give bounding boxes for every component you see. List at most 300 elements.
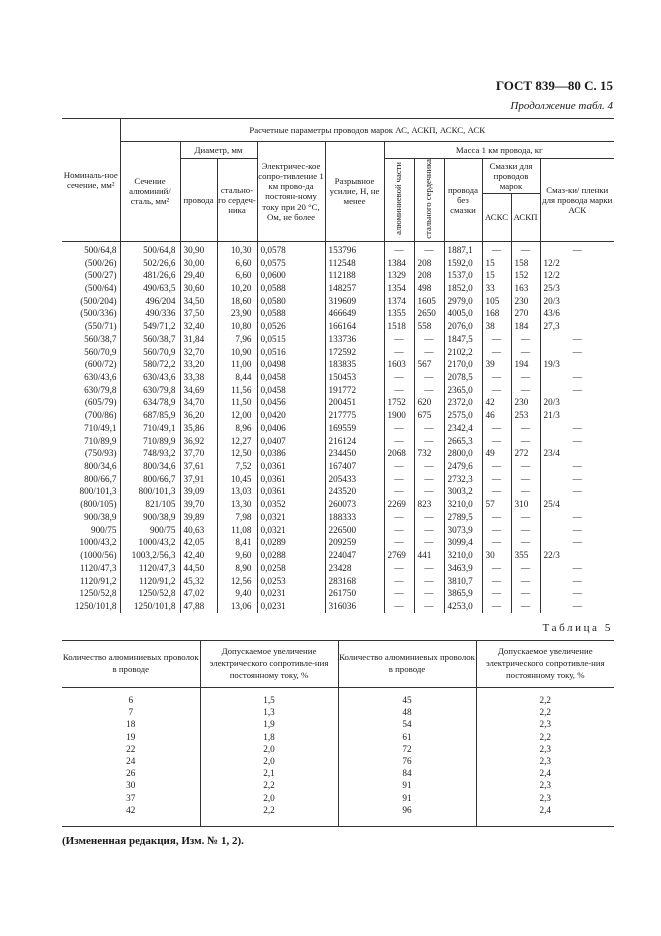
table-cell: 61 <box>338 731 476 743</box>
table-cell: 112548 <box>325 257 384 270</box>
table-cell: 152 <box>511 269 540 282</box>
table-cell: 216124 <box>325 435 384 448</box>
table-cell: — <box>511 485 540 498</box>
table-cell: 49 <box>482 447 511 460</box>
table-cell: 57 <box>482 498 511 511</box>
table-cell: — <box>540 422 614 435</box>
table-cell: 1374 <box>384 295 414 308</box>
table-cell: — <box>384 422 414 435</box>
table-cell: 0,0321 <box>257 524 325 537</box>
table-cell: (500/27) <box>84 270 117 281</box>
table-cell: 0,0361 <box>257 485 325 498</box>
table-cell: 33,20 <box>180 358 217 371</box>
table-cell: 1752 <box>384 396 414 409</box>
table-row <box>62 422 614 435</box>
table-cell: 13,30 <box>217 498 257 511</box>
table-cell: 25/3 <box>540 282 614 295</box>
table-cell: — <box>384 562 414 575</box>
header-wire-count: Количество алюминиевых проволок в проводе <box>62 641 200 688</box>
table-cell: — <box>511 524 540 537</box>
table-cell: 10,20 <box>217 282 257 295</box>
table-cell: — <box>482 536 511 549</box>
table-row <box>62 524 614 537</box>
table-row <box>62 409 614 422</box>
table-cell: 217775 <box>325 409 384 422</box>
table-cell: 191772 <box>325 384 384 397</box>
table-cell: 36,92 <box>180 435 217 448</box>
table-cell: 355 <box>511 549 540 562</box>
table-cell: 226500 <box>325 524 384 537</box>
table-cell: — <box>414 435 444 448</box>
table-cell: 675 <box>414 409 444 422</box>
table-row <box>62 587 614 600</box>
table-cell: (1000/56) <box>80 550 117 561</box>
table-cell: 48 <box>338 706 476 718</box>
table-cell: — <box>540 333 614 346</box>
table-cell: 260073 <box>325 498 384 511</box>
table-row <box>62 358 614 371</box>
table-cell: 200451 <box>325 396 384 409</box>
table-cell: 900/75 <box>120 524 180 537</box>
table-cell: 4005,0 <box>444 307 482 320</box>
table-cell: 2769 <box>384 549 414 562</box>
table-cell: — <box>414 422 444 435</box>
table-cell: 13,06 <box>217 600 257 613</box>
table-cell: 0,0516 <box>257 346 325 359</box>
table-cell: 1120/47,3 <box>120 562 180 575</box>
table-cell: 2650 <box>414 307 444 320</box>
table-cell: 2,0 <box>200 743 338 755</box>
table-cell: 34,69 <box>180 384 217 397</box>
table-row <box>62 731 614 743</box>
table-cell: 12,56 <box>217 575 257 588</box>
table-cell: 3099,4 <box>444 536 482 549</box>
table-row <box>62 257 614 270</box>
table-cell: 9,60 <box>217 549 257 562</box>
table-cell: 1120/47,3 <box>79 562 117 573</box>
table-cell: 0,0588 <box>257 282 325 295</box>
table-cell: 23/4 <box>540 447 614 460</box>
table-cell: — <box>540 485 614 498</box>
table-cell: 0,0420 <box>257 409 325 422</box>
table-cell: 2102,2 <box>444 346 482 359</box>
table-cell: — <box>414 575 444 588</box>
table-cell: 2,4 <box>476 767 614 779</box>
table-row <box>62 241 614 256</box>
table-cell: 2068 <box>384 447 414 460</box>
table-cell: — <box>482 485 511 498</box>
table-cell: — <box>482 511 511 524</box>
table-cell: 33 <box>482 282 511 295</box>
table-cell: — <box>540 600 614 613</box>
table-cell: 35,86 <box>180 422 217 435</box>
table-cell: — <box>414 485 444 498</box>
table-cell: 194 <box>511 358 540 371</box>
table-cell: 12,27 <box>217 435 257 448</box>
table-row <box>62 743 614 755</box>
table-row <box>62 320 614 333</box>
header-diameter-core: стально-го сердеч-ника <box>217 159 257 242</box>
table-cell: 34,70 <box>180 396 217 409</box>
table-cell: 481/26,6 <box>120 269 180 282</box>
table-cell: 1592,0 <box>444 257 482 270</box>
table-cell: 209259 <box>325 536 384 549</box>
table-cell: — <box>511 562 540 575</box>
table-cell: 20/3 <box>540 295 614 308</box>
table-cell: 2170,0 <box>444 358 482 371</box>
table-cell: 1,5 <box>200 688 338 707</box>
table-row <box>62 779 614 791</box>
table-cell: — <box>511 422 540 435</box>
header-breaking-force: Разрывное усилие, Н, не менее <box>325 142 384 242</box>
table-cell: — <box>414 384 444 397</box>
table-cell: 2076,0 <box>444 320 482 333</box>
table-cell: 687/85,9 <box>120 409 180 422</box>
table-row <box>62 333 614 346</box>
table-cell: 1120/91,2 <box>79 575 117 586</box>
table-cell: 9,40 <box>217 587 257 600</box>
table-cell: 45 <box>338 688 476 707</box>
table-cell: 1250/52,8 <box>79 588 117 599</box>
table-cell: 261750 <box>325 587 384 600</box>
table-cell: — <box>540 460 614 473</box>
table-cell: 2,0 <box>200 755 338 767</box>
table-cell: 37,61 <box>180 460 217 473</box>
table-cell: 11,50 <box>217 396 257 409</box>
table-cell: 710/49,1 <box>84 422 117 433</box>
table-cell: 0,0361 <box>257 460 325 473</box>
table-cell: — <box>482 524 511 537</box>
table-cell: — <box>414 511 444 524</box>
table-cell: 502/26,6 <box>120 257 180 270</box>
table-row <box>62 447 614 460</box>
table-cell: 15 <box>482 257 511 270</box>
table-cell: 0,0575 <box>257 257 325 270</box>
table-cell: — <box>482 600 511 613</box>
table-cell: 158 <box>511 257 540 270</box>
table-cell: 12/2 <box>540 257 614 270</box>
table-cell: 2,3 <box>476 779 614 791</box>
header-lube-ack: Смаз-ки/ пленки для провода марки АСК <box>540 159 614 242</box>
table-cell: 2,2 <box>476 731 614 743</box>
table-cell: — <box>540 511 614 524</box>
table-cell: 630/79,8 <box>120 384 180 397</box>
header-mass-steel: стального сердечника <box>414 159 444 242</box>
table-cell: 441 <box>414 549 444 562</box>
table-cell: 24 <box>126 756 136 767</box>
table-cell: 172592 <box>325 346 384 359</box>
table-cell: 23,90 <box>217 307 257 320</box>
table-cell: 316036 <box>325 600 384 613</box>
table-row <box>62 435 614 448</box>
table-cell: 167407 <box>325 460 384 473</box>
table-cell: 0,0458 <box>257 371 325 384</box>
table-cell: 183835 <box>325 358 384 371</box>
table-cell: 91 <box>338 792 476 804</box>
table-cell: 12,50 <box>217 447 257 460</box>
table-cell: 1003,2/56,3 <box>120 549 180 562</box>
table-cell: 500/64,8 <box>84 244 117 255</box>
table-cell: 148257 <box>325 282 384 295</box>
table-cell: 283168 <box>325 575 384 588</box>
table-cell: 900/38,9 <box>84 511 117 522</box>
table-cell: 1250/52,8 <box>120 587 180 600</box>
table-cell: 37,91 <box>180 473 217 486</box>
table-cell: 96 <box>338 804 476 827</box>
header-calc-params: Расчетные параметры проводов марок АС, АСКП, АСКС, АСК <box>120 119 614 142</box>
table-cell: 1355 <box>384 307 414 320</box>
table-cell: 47,88 <box>180 600 217 613</box>
table-cell: 39,89 <box>180 511 217 524</box>
header-lube: Смазки для проводов марок <box>482 159 540 194</box>
table-cell: — <box>511 511 540 524</box>
table-cell: 710/89,9 <box>84 435 117 446</box>
table-cell: — <box>540 536 614 549</box>
table-cell: 1605 <box>414 295 444 308</box>
table-cell: — <box>540 562 614 575</box>
table-row <box>62 600 614 613</box>
table-cell: 47,02 <box>180 587 217 600</box>
table-cell: — <box>511 536 540 549</box>
table-cell: — <box>384 371 414 384</box>
table-cell: 0,0407 <box>257 435 325 448</box>
table-cell: 900/38,9 <box>120 511 180 524</box>
table-cell: 821/105 <box>120 498 180 511</box>
table-row <box>62 718 614 730</box>
table-cell: 3810,7 <box>444 575 482 588</box>
header-mass-without-lube: провода без смазки <box>444 159 482 242</box>
table-cell: — <box>414 241 444 256</box>
table-cell: 2575,0 <box>444 409 482 422</box>
table-cell: 823 <box>414 498 444 511</box>
table-cell: — <box>384 587 414 600</box>
table-cell: 12/2 <box>540 269 614 282</box>
table-cell: (605/79) <box>84 397 117 408</box>
table-cell: — <box>482 333 511 346</box>
table-cell: 2269 <box>384 498 414 511</box>
table-row <box>62 396 614 409</box>
table-cell: 4253,0 <box>444 600 482 613</box>
table-cell: — <box>384 384 414 397</box>
table-cell: 72 <box>338 743 476 755</box>
table-cell: 500/64,8 <box>120 241 180 256</box>
table-cell: — <box>540 241 614 256</box>
table-cell: 2,3 <box>476 718 614 730</box>
table-cell: — <box>384 460 414 473</box>
table-cell: 44,50 <box>180 562 217 575</box>
table-cell: 2,3 <box>476 755 614 767</box>
table-cell: 7,96 <box>217 333 257 346</box>
table-cell: 19 <box>126 731 136 742</box>
table-4 <box>62 118 614 613</box>
table-cell: 7,52 <box>217 460 257 473</box>
table-cell: 42 <box>126 804 136 815</box>
table-cell: 710/49,1 <box>120 422 180 435</box>
table-cell: 3210,0 <box>444 549 482 562</box>
table-cell: 205433 <box>325 473 384 486</box>
header-section: Сечение алюминий/сталь, мм² <box>120 142 180 242</box>
table-cell: 30,60 <box>180 282 217 295</box>
table-cell: — <box>482 562 511 575</box>
table-cell: 26 <box>126 768 136 779</box>
table-cell: 2479,6 <box>444 460 482 473</box>
table-cell: 8,96 <box>217 422 257 435</box>
table-cell: 30,00 <box>180 257 217 270</box>
table-cell: 105 <box>482 295 511 308</box>
table-cell: — <box>482 587 511 600</box>
table-cell: — <box>540 575 614 588</box>
table-cell: 42,40 <box>180 549 217 562</box>
header-resistance-increase: Допускаемое увеличение электрического сопротивле-ния постоянному току, % <box>476 641 614 688</box>
table-cell: 3865,9 <box>444 587 482 600</box>
table-cell: 253 <box>511 409 540 422</box>
table-cell: 133736 <box>325 333 384 346</box>
header-wire-count: Количество алюминиевых проволок в проводе <box>338 641 476 688</box>
table-cell: 45,32 <box>180 575 217 588</box>
table-cell: — <box>414 562 444 575</box>
table-cell: — <box>414 371 444 384</box>
table-cell: — <box>540 371 614 384</box>
table-cell: 2,0 <box>200 792 338 804</box>
table-cell: 25/4 <box>540 498 614 511</box>
table-row <box>62 804 614 827</box>
table-cell: 37,50 <box>180 307 217 320</box>
table-cell: — <box>414 536 444 549</box>
table-cell: — <box>384 511 414 524</box>
table-cell: — <box>384 536 414 549</box>
table-cell: 10,45 <box>217 473 257 486</box>
table-cell: 11,00 <box>217 358 257 371</box>
table-cell: 710/89,9 <box>120 435 180 448</box>
table-cell: — <box>384 485 414 498</box>
table-cell: 208 <box>414 269 444 282</box>
table-row <box>62 473 614 486</box>
table-cell: 0,0258 <box>257 562 325 575</box>
table-cell: 0,0231 <box>257 600 325 613</box>
table-cell: (800/105) <box>80 499 117 510</box>
table-row <box>62 485 614 498</box>
table-cell: 2365,0 <box>444 384 482 397</box>
table-cell: 168 <box>482 307 511 320</box>
table-cell: 3210,0 <box>444 498 482 511</box>
table-cell: 1900 <box>384 409 414 422</box>
table-cell: — <box>384 241 414 256</box>
table-row <box>62 282 614 295</box>
table-cell: 1852,0 <box>444 282 482 295</box>
table-cell: — <box>511 460 540 473</box>
table-row <box>62 269 614 282</box>
table-cell: 38 <box>482 320 511 333</box>
table-cell: 37 <box>126 792 136 803</box>
table-cell: 1250/101,8 <box>74 600 117 611</box>
table-cell: 0,0406 <box>257 422 325 435</box>
table-cell: 0,0578 <box>257 241 325 256</box>
table-cell: 1250/101,8 <box>120 600 180 613</box>
table-cell: 0,0352 <box>257 498 325 511</box>
header-resistance-increase: Допускаемое увеличение электрического сопротивле-ния постоянному току, % <box>200 641 338 688</box>
table-cell: 153796 <box>325 241 384 256</box>
table-cell: 2372,0 <box>444 396 482 409</box>
table-cell: 10,80 <box>217 320 257 333</box>
table-cell: 800/66,7 <box>84 473 117 484</box>
table-cell: 0,0231 <box>257 587 325 600</box>
table-cell: — <box>482 384 511 397</box>
table-cell: 34,50 <box>180 295 217 308</box>
table-cell: 39,70 <box>180 498 217 511</box>
table-cell: 319609 <box>325 295 384 308</box>
table-cell: 272 <box>511 447 540 460</box>
table-cell: — <box>511 575 540 588</box>
table-row <box>62 755 614 767</box>
table-cell: 18 <box>126 719 136 730</box>
table-cell: — <box>540 524 614 537</box>
table-cell: 0,0321 <box>257 511 325 524</box>
table-cell: 567 <box>414 358 444 371</box>
table-cell: 3003,2 <box>444 485 482 498</box>
table-cell: 800/66,7 <box>120 473 180 486</box>
table-cell: 1,9 <box>200 718 338 730</box>
table-cell: 8,41 <box>217 536 257 549</box>
table-cell: 270 <box>511 307 540 320</box>
table-row <box>62 562 614 575</box>
table-cell: 2078,5 <box>444 371 482 384</box>
table-cell: — <box>482 346 511 359</box>
table-cell: 1329 <box>384 269 414 282</box>
table-cell: — <box>511 241 540 256</box>
table-cell: 10,30 <box>217 241 257 256</box>
table-cell: 163 <box>511 282 540 295</box>
table-cell: 8,44 <box>217 371 257 384</box>
table-cell: 2,3 <box>476 792 614 804</box>
table-cell: 11,08 <box>217 524 257 537</box>
table-cell: 560/38,7 <box>84 333 117 344</box>
table-cell: — <box>414 524 444 537</box>
table-5-title: Таблица 5 <box>542 622 613 634</box>
table-cell: 800/101,3 <box>79 486 117 497</box>
table-cell: 1120/91,2 <box>120 575 180 588</box>
table-cell: — <box>482 473 511 486</box>
table-cell: 800/34,6 <box>84 461 117 472</box>
table-cell: 22/3 <box>540 549 614 562</box>
table-cell: 39 <box>482 358 511 371</box>
table-cell: 490/63,5 <box>120 282 180 295</box>
table-cell: 6,60 <box>217 257 257 270</box>
table-cell: 0,0361 <box>257 473 325 486</box>
table-cell: 7,98 <box>217 511 257 524</box>
table-cell: — <box>384 333 414 346</box>
table-cell: 42 <box>482 396 511 409</box>
table-cell: 310 <box>511 498 540 511</box>
table-cell: 15 <box>482 269 511 282</box>
table-cell: — <box>482 575 511 588</box>
table-cell: 6 <box>128 695 134 705</box>
table-cell: 76 <box>338 755 476 767</box>
table-row <box>62 346 614 359</box>
table-cell: 30 <box>126 780 136 791</box>
table-cell: 22 <box>126 743 136 754</box>
table-cell: 2,1 <box>200 767 338 779</box>
table-row <box>62 384 614 397</box>
table-cell: 36,20 <box>180 409 217 422</box>
table-cell: — <box>511 600 540 613</box>
table-cell: 560/70,9 <box>84 346 117 357</box>
table-cell: (750/93) <box>84 448 117 459</box>
table-cell: — <box>511 371 540 384</box>
header-diameter: Диаметр, мм <box>180 142 257 159</box>
table-cell: — <box>540 384 614 397</box>
header-lube-ackp: АСКП <box>511 194 540 242</box>
table-cell: 630/43,6 <box>84 372 117 382</box>
